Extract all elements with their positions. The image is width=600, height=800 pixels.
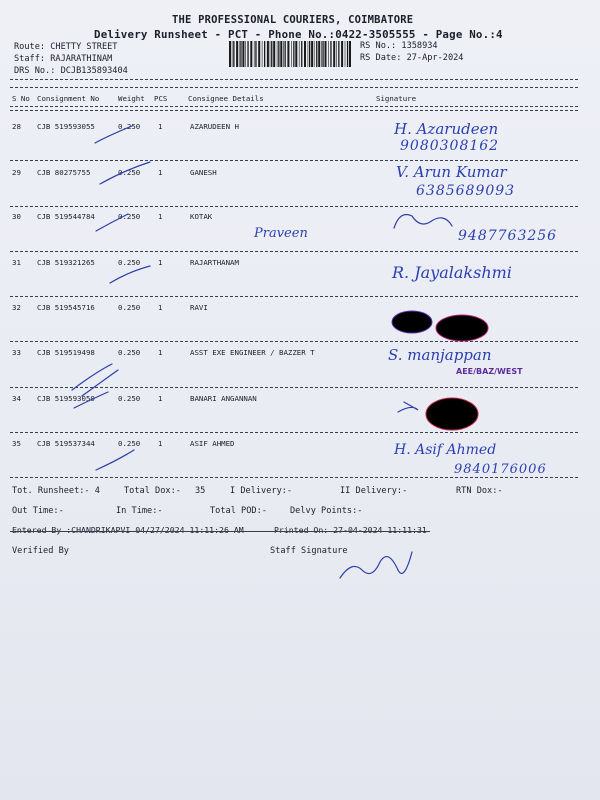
staff-label: Staff: RAJARATHINAM	[14, 54, 113, 64]
row-consignment-no: CJB 519593050	[37, 394, 95, 403]
row-weight: 0.250	[118, 439, 141, 448]
signature-row-30: Praveen	[254, 226, 308, 241]
col-header-sno: S No	[12, 94, 30, 103]
row-sno: 28	[12, 122, 21, 131]
row-sno: 31	[12, 258, 21, 267]
row-weight: 0.250	[118, 348, 141, 357]
row-pcs: 1	[158, 122, 163, 131]
row-consignee: RAJARTHANAM	[190, 258, 239, 267]
row-pcs: 1	[158, 439, 163, 448]
signature-row-29: V. Arun Kumar	[396, 163, 507, 181]
signature-row-28: H. Azarudeen	[394, 120, 499, 138]
row-sno: 29	[12, 168, 21, 177]
delvy-points-label: Delvy Points:-	[290, 506, 363, 516]
row-pcs: 1	[158, 168, 163, 177]
office-stamp: AEE/BAZ/WEST	[456, 367, 523, 376]
company-title: THE PROFESSIONAL COURIERS, COIMBATORE	[172, 14, 414, 26]
col-header-pcs: PCS	[154, 94, 168, 103]
dl-circle	[392, 311, 432, 333]
i-delivery-label: I Delivery:-	[230, 486, 293, 496]
row-consignee: ASST EXE ENGINEER / BAZZER T	[190, 348, 315, 357]
drs-label: DRS No.: DCJB135893404	[14, 66, 128, 76]
staff-signature-scribble	[340, 552, 412, 578]
row-consignment-no: CJB 519544784	[37, 212, 95, 221]
row-consignee: RAVI	[190, 303, 208, 312]
row-pcs: 1	[158, 258, 163, 267]
row-sno: 30	[12, 212, 21, 221]
row-pcs: 1	[158, 348, 163, 357]
tick-mark	[96, 214, 128, 231]
ii-delivery-label: II Delivery:-	[340, 486, 408, 496]
total-runsheet: Tot. Runsheet:- 4	[12, 486, 100, 496]
row-consignee: GANESH	[190, 168, 217, 177]
tick-mark	[72, 364, 112, 390]
np-circle	[426, 398, 478, 430]
col-header-weight: Weight	[118, 94, 145, 103]
row-sno: 33	[12, 348, 21, 357]
tick-mark	[110, 266, 150, 283]
col-header-signature: Signature	[376, 94, 417, 103]
total-dox-value: 35	[195, 486, 206, 496]
runsheet-subtitle: Delivery Runsheet - PCT - Phone No.:0422-3505555 - Page No.:4	[94, 28, 503, 41]
row-weight: 0.250	[118, 303, 141, 312]
total-dox-label: Total Dox:-	[124, 486, 181, 496]
row-sno: 35	[12, 439, 21, 448]
row-consignee: ASIF AHMED	[190, 439, 235, 448]
rs-date: RS Date: 27-Apr-2024	[360, 53, 464, 63]
staff-signature-label: Staff Signature	[270, 546, 348, 556]
verified-by-label: Verified By	[12, 546, 69, 556]
row-weight: 0.250	[118, 168, 141, 177]
row-consignee: KOTAK	[190, 212, 213, 221]
signature-row-35: H. Asif Ahmed	[394, 442, 497, 458]
rtn-dox-label: RTN Dox:-	[456, 486, 503, 496]
row-sno: 34	[12, 394, 21, 403]
tick-mark	[95, 126, 132, 143]
route-label: Route: CHETTY STREET	[14, 42, 118, 52]
col-header-consignee: Consignee Details	[188, 94, 264, 103]
strike-line	[10, 531, 430, 532]
rs-number: RS No.: 1358934	[360, 41, 438, 51]
phone-row-28: 9080308162	[400, 138, 500, 154]
row-pcs: 1	[158, 303, 163, 312]
signature-row-33: S. manjappan	[388, 346, 492, 364]
tick-mark	[82, 370, 118, 396]
row-sno: 32	[12, 303, 21, 312]
row-weight: 0.250	[118, 258, 141, 267]
total-pod-label: Total POD:-	[210, 506, 267, 516]
row-consignment-no: CJB 519321265	[37, 258, 95, 267]
row-pcs: 1	[158, 394, 163, 403]
phone-row-29: 6385689093	[416, 183, 516, 199]
in-time-label: In Time:-	[116, 506, 163, 516]
col-header-consignment: Consignment No	[37, 94, 100, 103]
dl-circle	[436, 315, 488, 341]
printed-on: Printed On: 27-04-2024 11:11:31	[274, 525, 427, 535]
np-scribble	[398, 402, 418, 412]
row-weight: 0.250	[118, 212, 141, 221]
row-consignment-no: CJB 519593055	[37, 122, 95, 131]
tick-mark	[100, 162, 150, 184]
row-consignment-no: CJB 519537344	[37, 439, 95, 448]
row-consignment-no: CJB 519519498	[37, 348, 95, 357]
row-consignee: AZARUDEEN H	[190, 122, 239, 131]
row-weight: 0.250	[118, 122, 141, 131]
phone-row-35: 9840176006	[454, 462, 547, 477]
tick-mark	[74, 392, 108, 408]
row-pcs: 1	[158, 212, 163, 221]
row-consignment-no: CJB 519545716	[37, 303, 95, 312]
entered-by: Entered By :CHANDRIKAPVI 04/27/2024 11:11:26 AM	[12, 525, 244, 535]
tick-mark	[96, 450, 134, 470]
signature-row-31: R. Jayalakshmi	[392, 263, 512, 282]
row-consignee: BANARI ANGANNAN	[190, 394, 257, 403]
signature-scribble	[394, 215, 452, 229]
row-weight: 0.250	[118, 394, 141, 403]
row-consignment-no: CJB 80275755	[37, 168, 91, 177]
out-time-label: Out Time:-	[12, 506, 64, 516]
phone-row-30: 9487763256	[458, 228, 558, 244]
